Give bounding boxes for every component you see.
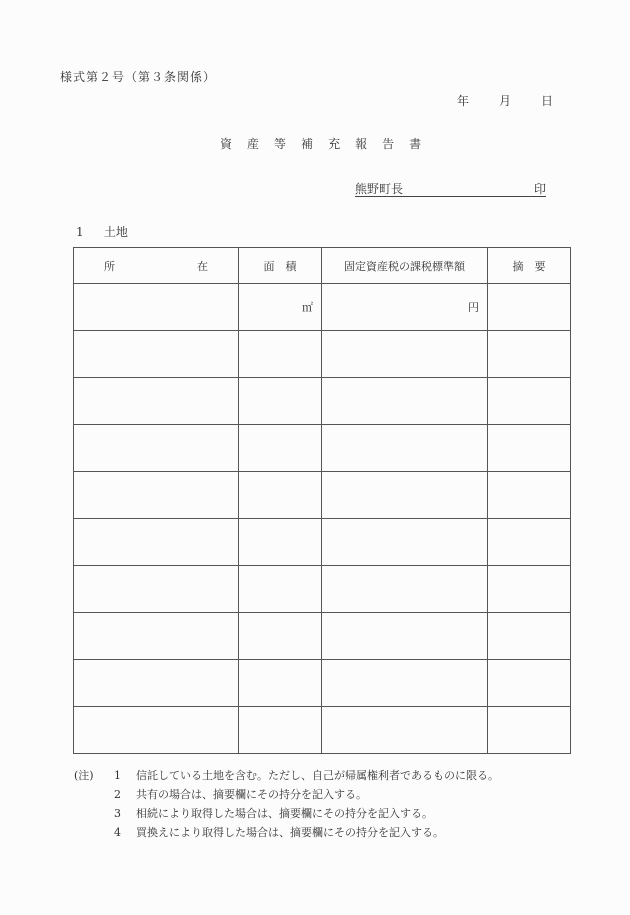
title-char: 補 (301, 137, 314, 151)
section-label: 土地 (103, 225, 128, 239)
cell-area[interactable] (239, 331, 322, 378)
cell-area[interactable] (239, 613, 322, 660)
cell-location[interactable] (74, 660, 239, 707)
document-title (220, 135, 421, 152)
title-char: 充 (328, 137, 341, 151)
date-year: 年 (457, 94, 470, 108)
date-month: 月 (499, 94, 512, 108)
cell-location[interactable] (74, 378, 239, 425)
title-char: 産 (247, 137, 260, 151)
addressee-line (355, 180, 546, 197)
addressee: 熊野町長 (355, 182, 404, 196)
notes-prefix: (注) (74, 769, 94, 782)
note-item: 3 相続により取得した場合は、摘要欄にその持分を記入する。 (114, 807, 433, 820)
table-row (74, 331, 571, 378)
cell-assessed-value[interactable] (322, 472, 488, 519)
header-assessed-value: 固定資産税の課税標準額 (322, 248, 488, 284)
cell-location[interactable] (74, 331, 239, 378)
cell-remarks[interactable] (488, 284, 571, 331)
note-item: 4 買換えにより取得した場合は、摘要欄にその持分を記入する。 (114, 826, 444, 839)
cell-assessed-value[interactable] (322, 378, 488, 425)
table-row (74, 660, 571, 707)
cell-remarks[interactable] (488, 613, 571, 660)
cell-area[interactable] (239, 519, 322, 566)
cell-location[interactable] (74, 613, 239, 660)
section-number: 1 (76, 225, 84, 239)
cell-area[interactable] (239, 425, 322, 472)
seal-mark: 印 (533, 182, 546, 196)
date-line (457, 92, 553, 109)
title-char: 報 (355, 137, 368, 151)
cell-area[interactable] (239, 378, 322, 425)
cell-remarks[interactable] (488, 331, 571, 378)
table-row (74, 425, 571, 472)
cell-remarks[interactable] (488, 378, 571, 425)
cell-location[interactable] (74, 707, 239, 754)
cell-location[interactable] (74, 566, 239, 613)
cell-remarks[interactable] (488, 425, 571, 472)
cell-assessed-value[interactable]: 円 (322, 284, 488, 331)
section-heading (76, 223, 128, 240)
table-row (74, 519, 571, 566)
header-remarks: 摘 要 (488, 248, 571, 284)
cell-assessed-value[interactable] (322, 613, 488, 660)
table-row (74, 472, 571, 519)
cell-location[interactable] (74, 284, 239, 331)
header-location: 所 在 (74, 248, 239, 284)
header-area: 面 積 (239, 248, 322, 284)
cell-remarks[interactable] (488, 519, 571, 566)
cell-remarks[interactable] (488, 472, 571, 519)
cell-location[interactable] (74, 425, 239, 472)
cell-remarks[interactable] (488, 707, 571, 754)
cell-remarks[interactable] (488, 566, 571, 613)
table-row (74, 613, 571, 660)
cell-area[interactable]: ㎡ (239, 284, 322, 331)
title-char: 等 (274, 137, 287, 151)
land-table (73, 247, 571, 754)
notes (74, 766, 499, 842)
table-row (74, 378, 571, 425)
note-item: (注) 1 信託している土地を含む。ただし、自己が帰属権利者であるものに限る。 (74, 766, 499, 785)
cell-assessed-value[interactable] (322, 331, 488, 378)
table-row (74, 284, 571, 331)
cell-assessed-value[interactable] (322, 519, 488, 566)
note-item: 2 共有の場合は、摘要欄にその持分を記入する。 (114, 788, 367, 801)
table-row (74, 566, 571, 613)
cell-assessed-value[interactable] (322, 707, 488, 754)
cell-remarks[interactable] (488, 660, 571, 707)
title-char: 書 (409, 137, 422, 151)
cell-assessed-value[interactable] (322, 425, 488, 472)
table-header-row (74, 248, 571, 284)
form-number: 様式第２号（第３条関係） (60, 70, 217, 84)
title-char: 告 (382, 137, 395, 151)
cell-location[interactable] (74, 472, 239, 519)
cell-area[interactable] (239, 472, 322, 519)
cell-location[interactable] (74, 519, 239, 566)
cell-area[interactable] (239, 660, 322, 707)
cell-assessed-value[interactable] (322, 660, 488, 707)
date-day: 日 (541, 94, 554, 108)
cell-assessed-value[interactable] (322, 566, 488, 613)
table-row (74, 707, 571, 754)
cell-area[interactable] (239, 566, 322, 613)
title-char: 資 (220, 137, 233, 151)
cell-area[interactable] (239, 707, 322, 754)
